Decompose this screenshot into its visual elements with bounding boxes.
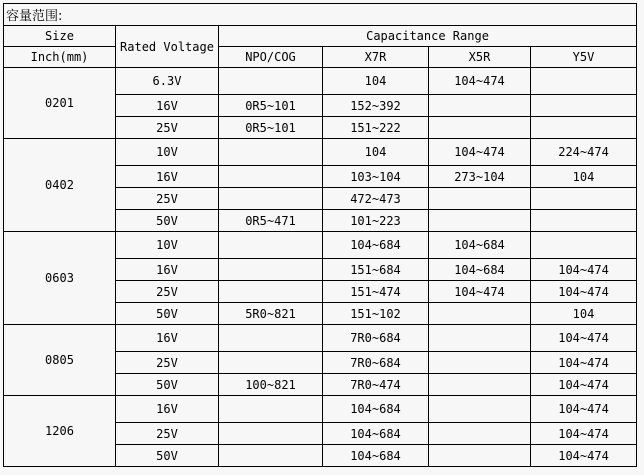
cell-npo-cog: 100~821	[219, 374, 323, 396]
cell-x5r	[429, 303, 531, 325]
cell-voltage: 25V	[116, 352, 219, 374]
cell-npo-cog	[219, 281, 323, 303]
cell-size: 0402	[4, 139, 116, 232]
cell-npo-cog	[219, 423, 323, 445]
cell-x7r: 103~104	[323, 166, 429, 188]
cell-npo-cog	[219, 352, 323, 374]
cell-size: 0201	[4, 68, 116, 139]
cell-voltage: 16V	[116, 95, 219, 117]
cell-y5v	[531, 232, 637, 259]
cell-y5v: 104	[531, 303, 637, 325]
cell-x7r: 472~473	[323, 188, 429, 210]
cell-npo-cog	[219, 325, 323, 352]
cell-npo-cog	[219, 166, 323, 188]
cell-x7r: 7R0~684	[323, 352, 429, 374]
cell-npo-cog	[219, 232, 323, 259]
cell-y5v	[531, 188, 637, 210]
cell-size: 0603	[4, 232, 116, 325]
cell-y5v	[531, 95, 637, 117]
header-rated-voltage: Rated Voltage	[116, 26, 219, 68]
cell-npo-cog	[219, 68, 323, 95]
cell-voltage: 25V	[116, 188, 219, 210]
cell-x7r: 104~684	[323, 423, 429, 445]
cell-size: 1206	[4, 396, 116, 467]
cell-x7r: 151~474	[323, 281, 429, 303]
capacitance-range-table	[3, 3, 637, 467]
cell-x5r: 104~474	[429, 68, 531, 95]
header-inch-mm: Inch(mm)	[4, 47, 116, 68]
cell-x5r: 273~104	[429, 166, 531, 188]
table-row	[4, 325, 637, 352]
cell-y5v: 104~474	[531, 374, 637, 396]
cell-x7r: 104~684	[323, 396, 429, 423]
header-row-1	[4, 26, 637, 47]
cell-x5r	[429, 423, 531, 445]
cell-x5r	[429, 396, 531, 423]
header-x7r: X7R	[323, 47, 429, 68]
cell-voltage: 50V	[116, 374, 219, 396]
cell-y5v: 104~474	[531, 281, 637, 303]
cell-voltage: 16V	[116, 396, 219, 423]
header-npo-cog: NPO/COG	[219, 47, 323, 68]
cell-y5v: 224~474	[531, 139, 637, 166]
table-row	[4, 232, 637, 259]
cell-x5r	[429, 374, 531, 396]
cell-y5v	[531, 117, 637, 139]
cell-x5r	[429, 188, 531, 210]
cell-x5r	[429, 445, 531, 467]
cell-x5r	[429, 325, 531, 352]
cell-voltage: 50V	[116, 303, 219, 325]
cell-x7r: 151~102	[323, 303, 429, 325]
cell-voltage: 25V	[116, 117, 219, 139]
cell-npo-cog: 5R0~821	[219, 303, 323, 325]
cell-voltage: 16V	[116, 166, 219, 188]
table-row	[4, 396, 637, 423]
cell-y5v: 104	[531, 166, 637, 188]
cell-npo-cog: 0R5~471	[219, 210, 323, 232]
header-row-2	[4, 47, 637, 68]
table-title-row	[4, 4, 637, 26]
header-y5v: Y5V	[531, 47, 637, 68]
cell-npo-cog	[219, 445, 323, 467]
cell-x5r: 104~684	[429, 232, 531, 259]
cell-x7r: 7R0~684	[323, 325, 429, 352]
table-row	[4, 68, 637, 95]
cell-x7r: 151~684	[323, 259, 429, 281]
cell-voltage: 16V	[116, 325, 219, 352]
cell-voltage: 10V	[116, 139, 219, 166]
cell-y5v	[531, 210, 637, 232]
table-title: 容量范围:	[4, 4, 637, 26]
cell-npo-cog	[219, 188, 323, 210]
table-row	[4, 139, 637, 166]
cell-x7r: 104	[323, 68, 429, 95]
cell-voltage: 10V	[116, 232, 219, 259]
cell-size: 0805	[4, 325, 116, 396]
cell-npo-cog	[219, 139, 323, 166]
cell-x7r: 104	[323, 139, 429, 166]
cell-voltage: 50V	[116, 445, 219, 467]
cell-x7r: 7R0~474	[323, 374, 429, 396]
cell-x5r: 104~474	[429, 281, 531, 303]
cell-x5r	[429, 117, 531, 139]
cell-y5v: 104~474	[531, 259, 637, 281]
cell-npo-cog: 0R5~101	[219, 95, 323, 117]
cell-x7r: 151~222	[323, 117, 429, 139]
cell-x5r	[429, 95, 531, 117]
cell-y5v: 104~474	[531, 445, 637, 467]
cell-x5r: 104~684	[429, 259, 531, 281]
cell-voltage: 16V	[116, 259, 219, 281]
cell-y5v: 104~474	[531, 396, 637, 423]
header-capacitance-range: Capacitance Range	[219, 26, 637, 47]
cell-y5v: 104~474	[531, 352, 637, 374]
cell-npo-cog	[219, 259, 323, 281]
header-x5r: X5R	[429, 47, 531, 68]
cell-x7r: 104~684	[323, 232, 429, 259]
cell-voltage: 6.3V	[116, 68, 219, 95]
cell-x5r	[429, 210, 531, 232]
cell-y5v: 104~474	[531, 423, 637, 445]
cell-npo-cog	[219, 396, 323, 423]
cell-y5v	[531, 68, 637, 95]
cell-voltage: 25V	[116, 281, 219, 303]
cell-voltage: 50V	[116, 210, 219, 232]
cell-x7r: 101~223	[323, 210, 429, 232]
cell-npo-cog: 0R5~101	[219, 117, 323, 139]
cell-x7r: 152~392	[323, 95, 429, 117]
cell-x7r: 104~684	[323, 445, 429, 467]
header-size: Size	[4, 26, 116, 47]
cell-x5r: 104~474	[429, 139, 531, 166]
cell-y5v: 104~474	[531, 325, 637, 352]
cell-voltage: 25V	[116, 423, 219, 445]
cell-x5r	[429, 352, 531, 374]
